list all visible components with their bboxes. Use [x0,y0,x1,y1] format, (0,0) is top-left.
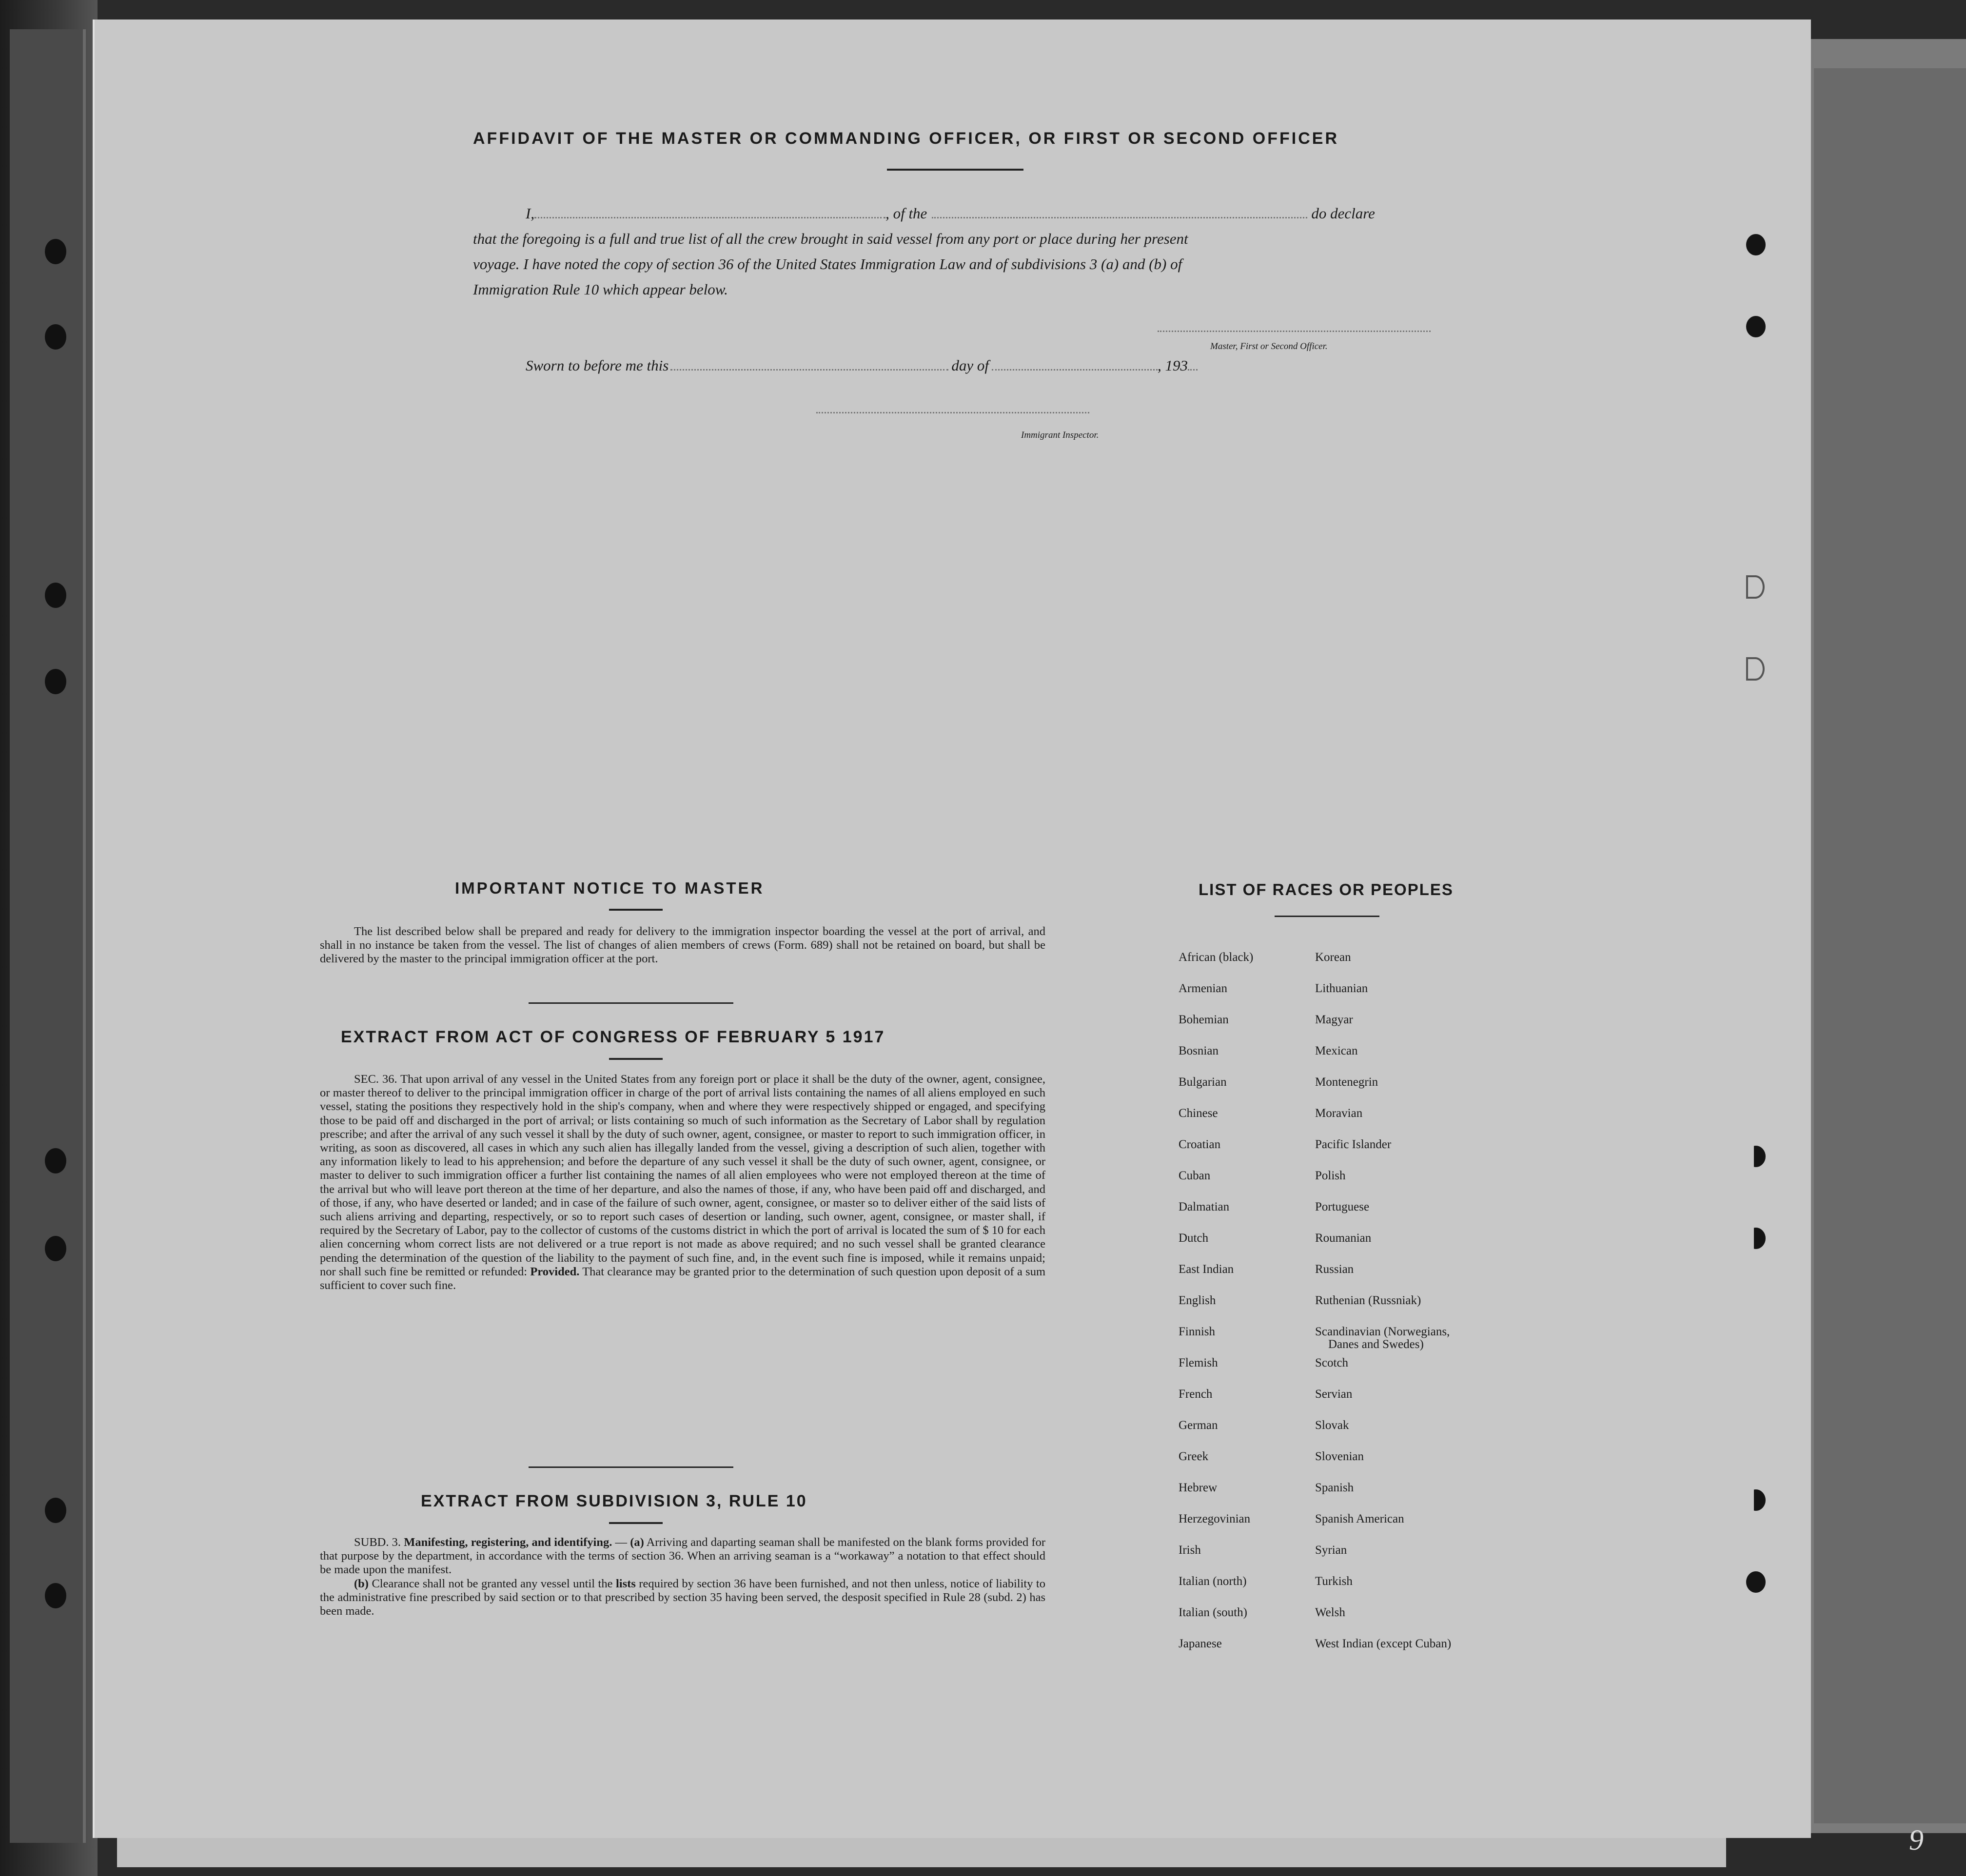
affidavit-line3: voyage. I have noted the copy of section 36 of the United States Immigration Law and of subdivisions 3 (a) and (b) of [473,255,1182,273]
name-blank[interactable] [534,214,885,218]
act-rule [529,1466,733,1468]
race-right: Welsh [1315,1606,1345,1619]
race-right: Ruthenian (Russniak) [1315,1294,1421,1307]
punch-hole [1746,1571,1766,1593]
notice-title: IMPORTANT NOTICE TO MASTER [455,879,765,897]
race-right: Scotch [1315,1356,1349,1369]
rule-title: EXTRACT FROM SUBDIVISION 3, RULE 10 [421,1492,807,1510]
race-right: Mexican [1315,1044,1358,1057]
vessel-blank[interactable] [932,214,1307,218]
race-left: German [1179,1419,1218,1432]
race-left: Dalmatian [1179,1200,1230,1213]
ring-hole [45,583,66,608]
race-left: Japanese [1179,1637,1222,1650]
race-right: Moravian [1315,1107,1363,1120]
act-text: SEC. 36. That upon arrival of any vessel in the United States from any foreign port or place it shall be the duty of the owner, agent, consignee, or master thereof to deliver to the principal immigration officer in charge of the port of arrival lists containing the names of all aliens employed en such vessel, stating the positions they respectively hold in the ship's company, when and where they were respectively shipped or engaged, and specifying those to be paid off and discharged in the port of arrival; or lists containing so much of such information as the Secretary of Labor shall by regulation prescribe; and after the arrival of any such vessel it shall by the duty of such owner, agent, consignee, or master to report to such immigration officer, in writing, as soon as discovered, all cases in which any such alien has illegally landed from the vessel, giving a description of such alien, together with any information likely to lead to his apprehension; and before the departure of any such vessel it shall be the duty of such owner, agent, consignee, or master to deliver to such immigration officer a further list containing the names of all alien employees who were not employed thereon at the time of the arrival but who will leave port thereon at the time of her departure, and also the names of those, if any, who have been paid off and discharged, and of those, if any, who have deserted or landed; and in case of the failure of such owner, agent, consignee, or master so to deliver either of the said lists of such aliens arriving and departing, respectively, or so to report such cases of desertion or landing, such owner, agent, consignee, or master shall, if required by the Secretary of Labor, pay to the collector of customs of the customs district in which the port of arrival is located the sum of $ 10 for each alien concerning whom correct lists are not delivered or a true report is not made as above required; and no such vessel shall be granted clearance pending the determination of the question of the liability to the payment of such fine, and, in the event such fine is imposed, while it remains unpaid; nor shall such fine be remitted or refunded: Provided. That clearance may be granted prior to the determination of such question upon deposit of a sum sufficient to cover such fine. [320,1073,1046,1292]
race-right: Roumanian [1315,1231,1372,1245]
race-left: Italian (north) [1179,1575,1247,1588]
handwritten-corner-mark: 9 [1909,1824,1924,1856]
rule-text: SUBD. 3. Manifesting, registering, and identifying. — (a) Arriving and daparting seaman shall be manifested on the blank forms provided for that purpose by the department, in accordance with the terms of section 36. When an arriving seaman is a “workaway” a notation to that effect should be made upon the manifest. (b) Clearance shall not be granted any vessel until the lists required by section 36 have been furnished, and not then unless, notice of liability to the administrative fine prescribed by said section or to that prescribed by section 35 having been served, the desposit specified in Rule 28 (subd. 2) has been made. [320,1536,1046,1618]
title-rule [887,169,1023,171]
notice-title-rule [609,909,663,911]
race-left: Croatian [1179,1138,1221,1151]
race-right: Scandinavian (Norwegians, [1315,1325,1450,1338]
race-right: Polish [1315,1169,1346,1182]
race-left: Dutch [1179,1231,1209,1245]
ring-hole [45,324,66,350]
sworn-year-blank[interactable] [1188,366,1198,371]
notice-rule [529,1002,733,1004]
race-right: Pacific Islander [1315,1138,1392,1151]
ring-hole [45,1236,66,1261]
ring-hole [45,669,66,694]
race-left: French [1179,1387,1213,1401]
race-left: Greek [1179,1450,1209,1463]
race-right: Turkish [1315,1575,1353,1588]
sworn-month-blank[interactable] [992,366,1158,371]
race-right: Syrian [1315,1544,1347,1557]
binder-spine [10,29,86,1843]
punch-hole [1746,234,1766,255]
master-caption: Master, First or Second Officer. [1210,341,1328,352]
inspector-signature-line[interactable] [816,412,1089,413]
race-right: Portuguese [1315,1200,1370,1213]
race-right-continued: Danes and Swedes) [1328,1338,1424,1351]
affidavit-line1: I, , of the do declare [526,205,1375,222]
ring-hole [45,1498,66,1523]
race-left: English [1179,1294,1216,1307]
race-left: East Indian [1179,1263,1234,1276]
race-left: Cuban [1179,1169,1211,1182]
ring-hole [45,1148,66,1173]
race-left: African (black) [1179,951,1254,964]
ring-hole [45,239,66,264]
race-right: Lithuanian [1315,982,1368,995]
affidavit-line2: that the foregoing is a full and true list of all the crew brought in said vessel from any port or place during her present [473,230,1188,247]
race-right: Servian [1315,1387,1353,1401]
race-left: Hebrew [1179,1481,1218,1494]
punch-hole [1746,575,1765,599]
document-page [93,20,1811,1838]
race-right: Slovenian [1315,1450,1364,1463]
sworn-line: Sworn to before me this day of , 193 [526,357,1198,374]
race-left: Finnish [1179,1325,1216,1338]
race-left: Bulgarian [1179,1075,1227,1089]
race-left: Armenian [1179,982,1227,995]
inspector-caption: Immigrant Inspector. [1021,430,1099,440]
back-sheet-edge [1814,68,1966,1823]
race-right: Korean [1315,951,1351,964]
race-right: Russian [1315,1263,1354,1276]
punch-hole [1746,316,1766,337]
races-title: LIST OF RACES OR PEOPLES [1199,880,1454,899]
race-right: Slovak [1315,1419,1349,1432]
races-title-rule [1275,916,1379,917]
race-left: Italian (south) [1179,1606,1247,1619]
race-right: West Indian (except Cuban) [1315,1637,1452,1650]
race-left: Flemish [1179,1356,1218,1369]
punch-hole [1746,1489,1766,1511]
punch-hole [1746,657,1765,681]
race-left: Irish [1179,1544,1201,1557]
act-title-rule [609,1058,663,1060]
master-signature-line[interactable] [1158,331,1431,332]
race-right: Montenegrin [1315,1075,1378,1089]
rule-title-rule [609,1522,663,1524]
punch-hole [1746,1228,1766,1249]
race-right: Spanish American [1315,1512,1404,1525]
sworn-day-blank[interactable] [670,366,948,371]
act-title: EXTRACT FROM ACT OF CONGRESS OF FEBRUARY 5 1917 [341,1028,885,1046]
race-left: Herzegovinian [1179,1512,1251,1525]
affidavit-line4: Immigration Rule 10 which appear below. [473,281,728,298]
race-left: Chinese [1179,1107,1218,1120]
ring-hole [45,1583,66,1608]
notice-text: The list described below shall be prepared and ready for delivery to the immigration inspector boarding the vessel at the port of arrival, and shall in no instance be taken from the vessel. The list of changes of alien members of crews (Form. 689) shall not be retained on board, but shall be delivered by the master to the principal immigration officer at the port. [320,925,1045,966]
punch-hole [1746,1146,1766,1167]
race-left: Bosnian [1179,1044,1219,1057]
race-right: Magyar [1315,1013,1353,1026]
race-right: Spanish [1315,1481,1354,1494]
affidavit-title: AFFIDAVIT OF THE MASTER OR COMMANDING OFFICER, OR FIRST OR SECOND OFFICER [473,129,1339,148]
race-left: Bohemian [1179,1013,1229,1026]
